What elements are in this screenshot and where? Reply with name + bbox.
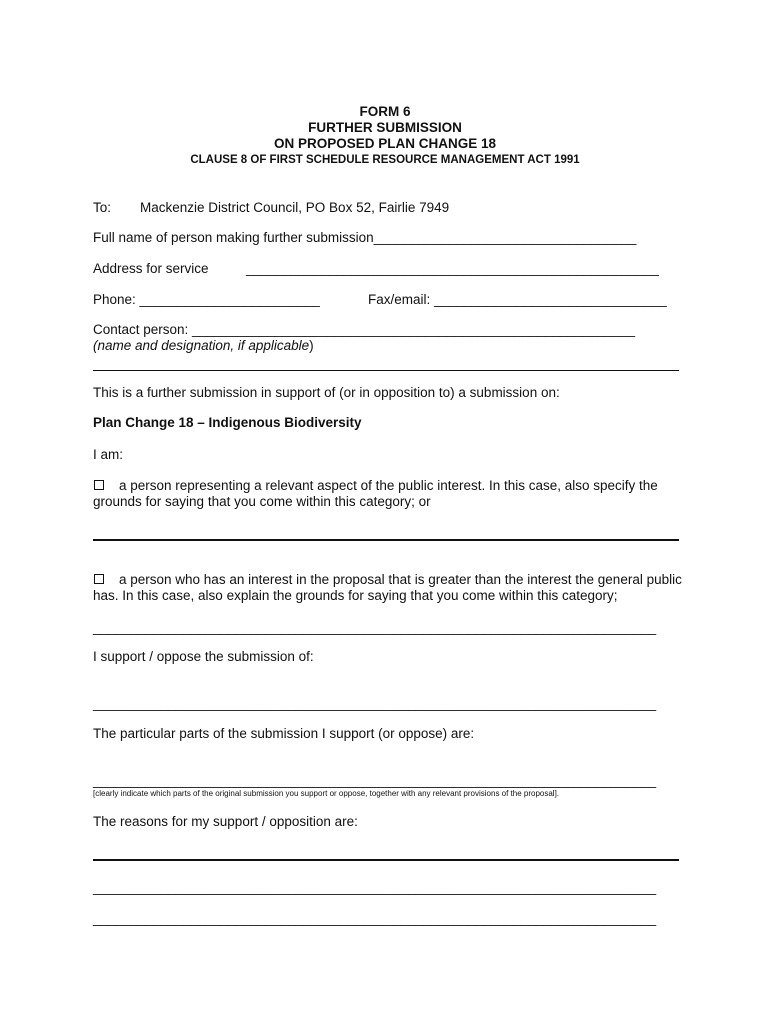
reasons-answer-line-1[interactable]: [93, 859, 679, 861]
reasons-answer-line-2[interactable]: ___________________________________________________________________________: [93, 880, 657, 895]
plan-change-title: Plan Change 18 – Indigenous Biodiversity: [93, 415, 362, 430]
intro-text: This is a further submission in support of (or in opposition to) a submission on:: [93, 385, 560, 400]
option1-text: a person representing a relevant aspect of the public interest. In this case, also specify the grounds for saying that you come within this category; or: [93, 478, 658, 509]
parts-heading: The particular parts of the submission I support (or oppose) are:: [93, 726, 475, 741]
contact-note: [93, 338, 314, 354]
address-label: Address for service: [93, 261, 209, 276]
option2-answer-line[interactable]: ___________________________________________________________________________: [93, 620, 657, 635]
phone-field[interactable]: Phone: ________________________: [93, 292, 320, 307]
support-oppose-answer-line[interactable]: ___________________________________________________________________________: [93, 696, 657, 711]
fax-email-field[interactable]: Fax/email: _______________________________: [368, 292, 667, 307]
contact-note-close: ): [309, 338, 314, 353]
parts-answer-line[interactable]: ___________________________________________________________________________: [93, 773, 657, 788]
parts-note: [clearly indicate which parts of the original submission you support or oppose, together with any relevant provisions of the proposal].: [93, 789, 560, 798]
form-number: FORM 6: [359, 104, 411, 119]
contact-note-italic: (name and designation, if applicable: [93, 338, 310, 353]
reasons-heading: The reasons for my support / opposition are:: [93, 814, 358, 829]
to-address: Mackenzie District Council, PO Box 52, Fairlie 7949: [140, 200, 450, 215]
form-clause: CLAUSE 8 OF FIRST SCHEDULE RESOURCE MANAGEMENT ACT 1991: [190, 154, 580, 166]
reasons-answer-line-3[interactable]: ___________________________________________________________________________: [93, 911, 657, 926]
form-subtitle: ON PROPOSED PLAN CHANGE 18: [273, 136, 497, 151]
full-name-field[interactable]: Full name of person making further submission___________________________________: [93, 230, 637, 245]
section-divider: [93, 370, 679, 371]
option2-text: a person who has an interest in the proposal that is greater than the interest the general public has. In this case, also explain the grounds for saying that you come within this category;: [93, 572, 682, 603]
support-oppose-label: I support / oppose the submission of:: [93, 649, 314, 664]
contact-person-field[interactable]: Contact person: ___________________________________________________________: [93, 322, 636, 337]
i-am-label: I am:: [93, 447, 124, 462]
to-label: To:: [93, 200, 112, 215]
address-field[interactable]: _______________________________________________________: [246, 261, 659, 276]
form-title: FURTHER SUBMISSION: [308, 120, 462, 135]
option1-answer-line[interactable]: [93, 539, 679, 541]
